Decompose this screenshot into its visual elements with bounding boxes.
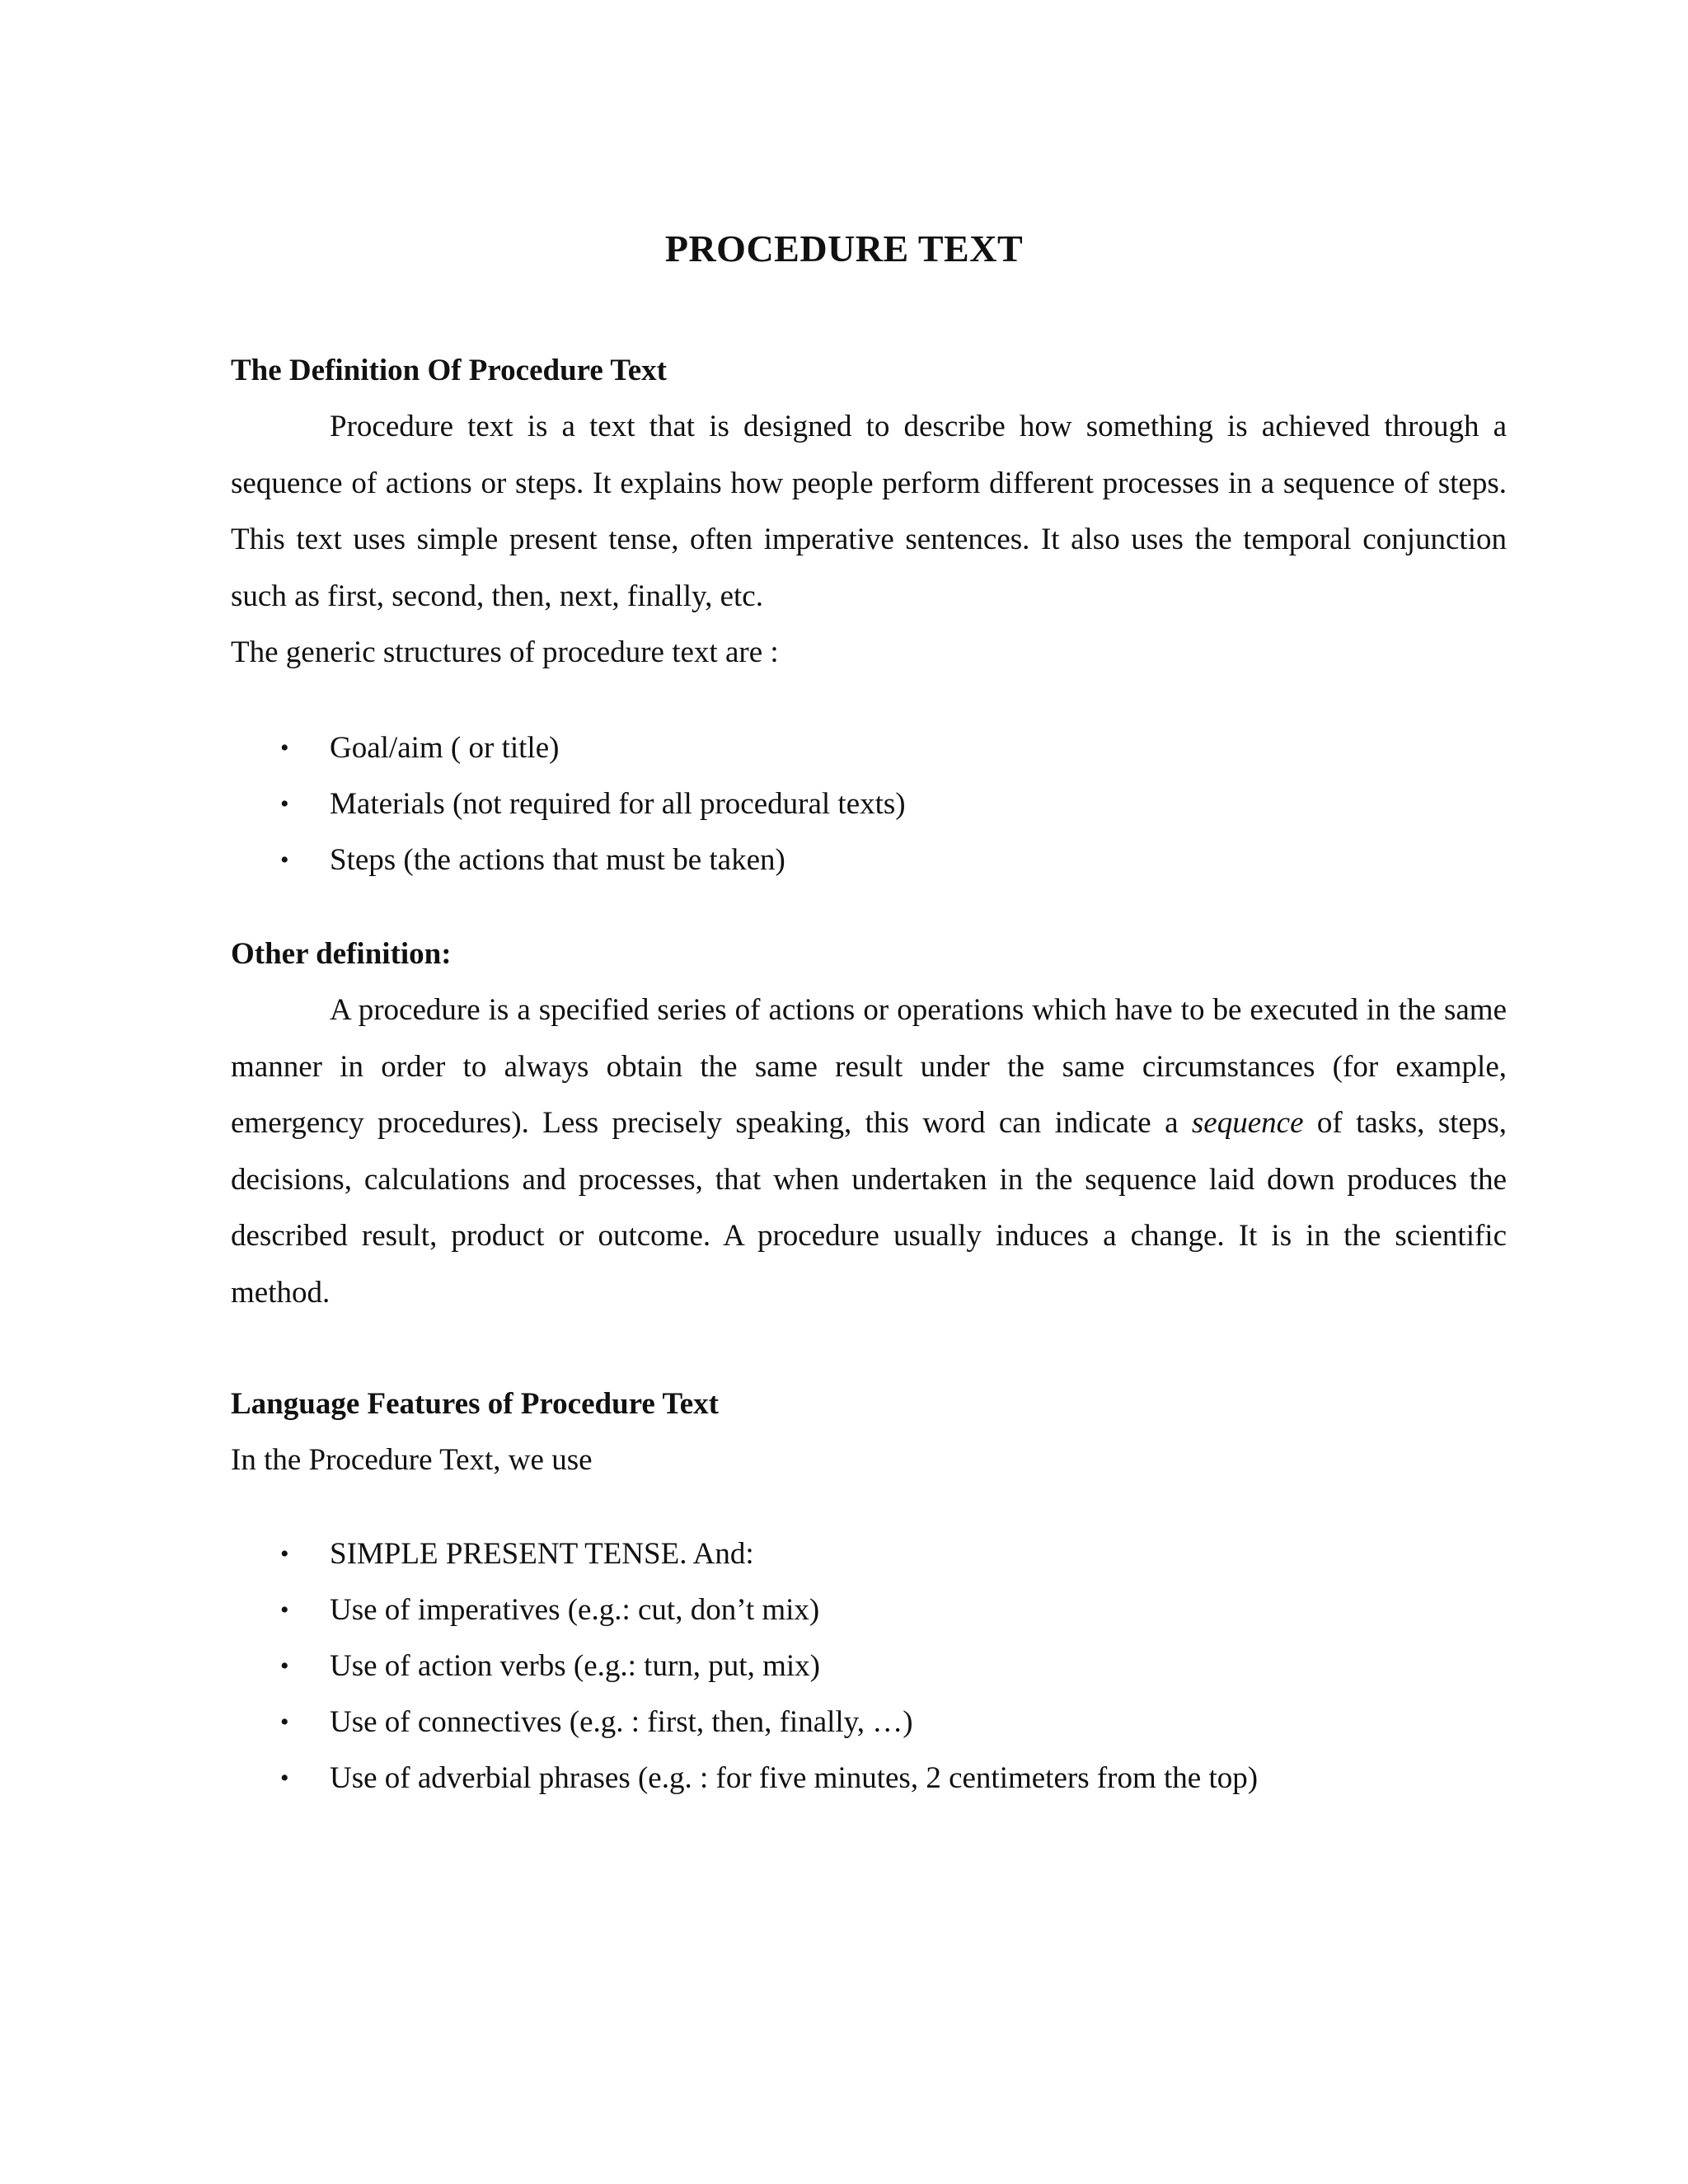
list-item: • SIMPLE PRESENT TENSE. And: xyxy=(231,1526,1507,1582)
language-features-intro: In the Procedure Text, we use xyxy=(231,1443,593,1477)
features-list-section xyxy=(231,1526,1507,1807)
structures-intro: The generic structures of procedure text are : xyxy=(231,635,779,669)
structures-list-section xyxy=(231,720,1507,888)
bullet-icon: • xyxy=(280,790,289,818)
other-definition-heading: Other definition: xyxy=(231,937,452,971)
list-item: • Use of imperatives (e.g.: cut, don’t mix) xyxy=(231,1582,1507,1638)
bullet-icon: • xyxy=(280,1708,289,1736)
language-features-section xyxy=(231,1376,1507,1488)
structures-list xyxy=(231,720,1507,888)
list-item: • Steps (the actions that must be taken) xyxy=(231,832,1507,888)
bullet-icon: • xyxy=(280,1596,289,1624)
italic-term: sequence xyxy=(1191,1106,1304,1140)
page-title: PROCEDURE TEXT xyxy=(664,227,1024,269)
other-definition-section xyxy=(231,926,1507,1321)
list-item: • Use of action verbs (e.g.: turn, put, mix) xyxy=(231,1638,1507,1694)
list-item: • Use of adverbial phrases (e.g. : for five minutes, 2 centimeters from the top) xyxy=(231,1750,1507,1807)
definition-section xyxy=(231,343,1507,681)
definition-heading: The Definition Of Procedure Text xyxy=(231,354,667,387)
bullet-icon: • xyxy=(280,1765,289,1792)
bullet-icon: • xyxy=(280,1540,289,1568)
definition-paragraph: Procedure text is a text that is designed to describe how something is achieved through a sequence of actions or steps. It explains how people perform different processes in a sequence of steps. This text uses simple present tense, often imperative sentences. It also uses the temporal conjunction such as first, second, then, next, finally, etc. xyxy=(231,410,1507,613)
list-item: • Materials (not required for all procedural texts) xyxy=(231,776,1507,832)
language-features-heading: Language Features of Procedure Text xyxy=(231,1387,719,1421)
list-item: • Goal/aim ( or title) xyxy=(231,720,1507,776)
features-list xyxy=(231,1526,1507,1807)
other-definition-paragraph: A procedure is a specified series of actions or operations which have to be executed in the same manner in order to always obtain the same result under the same circumstances (for example, emergency procedures). Less precisely speaking, this word can indicate a sequence of tasks, steps, decisions, calculations and processes, that when undertaken in the sequence laid down produces the described result, product or outcome. A procedure usually induces a change. It is in the scientific method. xyxy=(231,993,1507,1310)
bullet-icon: • xyxy=(280,846,289,874)
bullet-icon: • xyxy=(280,1652,289,1680)
bullet-icon: • xyxy=(280,734,289,762)
list-item: • Use of connectives (e.g. : first, then, finally, …) xyxy=(231,1694,1507,1750)
